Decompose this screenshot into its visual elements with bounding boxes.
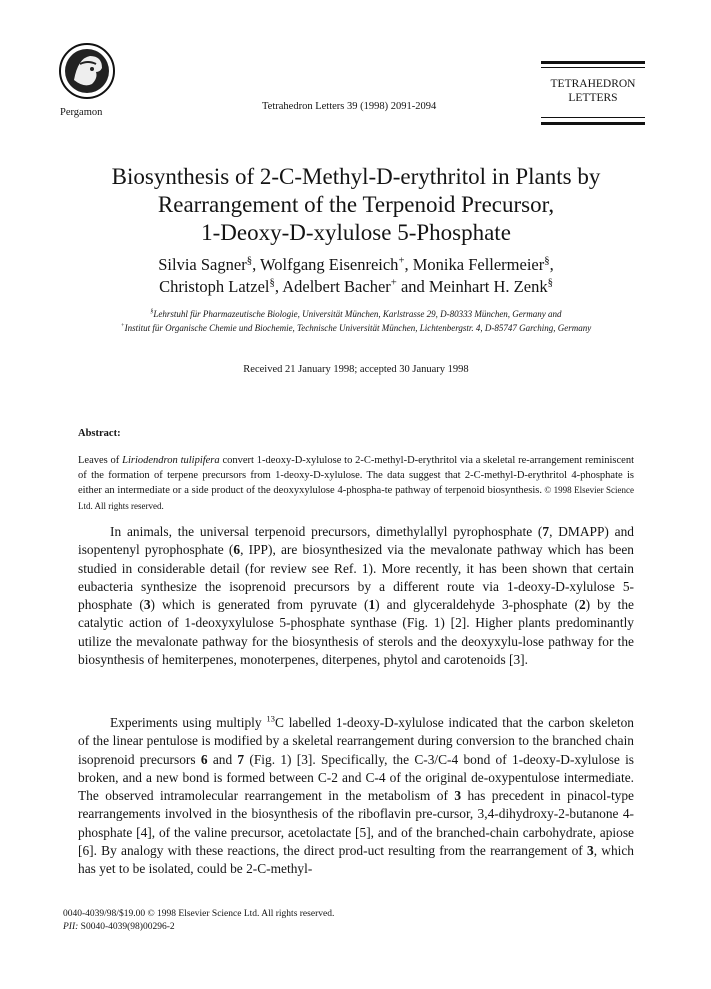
abstract-heading: Abstract: bbox=[78, 428, 121, 439]
species-name: Liriodendron tulipifera bbox=[122, 455, 220, 466]
abstract-copyright: © 1998 Elsevier Science Ltd. All rights reserved. bbox=[78, 485, 634, 511]
body-paragraph-1: In animals, the universal terpenoid precursors, dimethylallyl pyrophosphate (7, DMAPP) and isopentenyl pyrophosphate (6, IPP), are biosynthesized via the mevalonate pathway which has been studied in considerable detail (for review see Ref. 1). More recently, it has been shown that certain eubacteria synthesize the isoprenoid precursors by a different route via 1-deoxy-D-xylulose 5-phosphate (3) which is generated from pyruvate (1) and glyceraldehyde 3-phosphate (2) by the catalytic action of 1-deoxyxylulose 5-phosphate synthase (Fig. 1) [2]. Higher plants predominantly utilize the mevalonate pathway for the biosynthesis of sterols and the deoxyxylu-lose pathway for the biosynthesis of hemiterpenes, monoterpenes, diterpenes, phytol and carotenoids [3]. bbox=[78, 524, 634, 668]
header-rule-top bbox=[541, 61, 645, 64]
header-rule-bottom-thin bbox=[541, 117, 645, 118]
header-rule-bottom bbox=[541, 122, 645, 125]
abstract-body: Leaves of Liriodendron tulipifera convert 1-deoxy-D-xylulose to 2-C-methyl-D-erythritol via a skeletal re-arrangement reminiscent of the formation of terpene precursors from 1-deoxy-D-xylulose. The data suggest that 2-C-methyl-D-erythritol 4-phosphate is either an intermediate or a side product of the deoxyxylulose 4-phospha-te pathway of terpenoid biosynthesis. © 1998 Elsevier Science Ltd. All rights reserved. bbox=[78, 455, 634, 511]
received-dates: Received 21 January 1998; accepted 30 January 1998 bbox=[243, 364, 469, 375]
footer-copyright: 0040-4039/98/$19.00 © 1998 Elsevier Science Ltd. All rights reserved. PII: S0040-4039(98)00296-2 bbox=[63, 909, 335, 932]
journal-name: TETRAHEDRON LETTERS bbox=[550, 78, 636, 104]
affiliations: §Lehrstuhl für Pharmazeutische Biologie, Universität München, Karlstrasse 29, D-80333 München, Germany and +Institut für Organische Chemie und Biochemie, Technische Universität München, Lichtenbergstr. 4, D-85747 Garching, Germany bbox=[120, 309, 592, 333]
journal-citation: Tetrahedron Letters 39 (1998) 2091-2094 bbox=[262, 101, 437, 112]
paper-title: Biosynthesis of 2-C-Methyl-D-erythritol in Plants by Rearrangement of the Terpenoid Precursor, 1-Deoxy-D-xylulose 5-Phosphate bbox=[111, 164, 601, 245]
header-rule-top-thin bbox=[541, 67, 645, 68]
author-list: Silvia Sagner§, Wolfgang Eisenreich+, Monika Fellermeier§, Christoph Latzel§, Adelbert Bacher+ and Meinhart H. Zenk§ bbox=[158, 254, 554, 296]
publisher-name: Pergamon bbox=[60, 107, 103, 118]
publisher-logo bbox=[58, 42, 116, 100]
body-paragraph-2: Experiments using multiply $^{13}$C labelled 1-deoxy-D-xylulose indicated that the carbon skeleton of the linear pentulose is modified by a skeletal rearrangement during conversion to the branched chain isoprenoid precursors 6 and 7 (Fig. 1) [3]. Specifically, the C-3/C-4 bond of 1-deoxy-D-xylulose is broken, and a new bond is formed between C-2 and C-4 of the original de-oxypentulose intermediate. The observed intramolecular rearrangement in the metabolism of 3 has precedent in pinacol-type rearrangements involved in the biosynthesis of the riboflavin pre-cursor, 3,4-dihydroxy-2-butanone 4-phosphate [4], of the valine precursor, acetolactate [5], and of the branched-chain carbohydrate, apiose [6]. By analogy with these reactions, the direct prod-uct resulting from the rearrangement of 3, which has yet to be isolated, could be 2-C-methyl- bbox=[78, 713, 634, 877]
